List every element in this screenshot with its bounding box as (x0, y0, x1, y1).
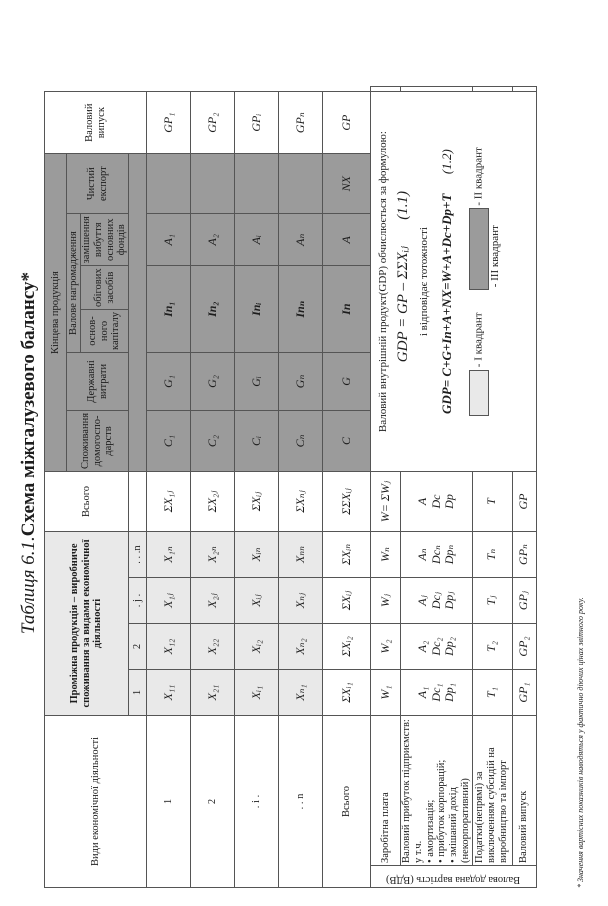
row-label: . . n (279, 716, 323, 888)
balance-table (44, 86, 537, 888)
cell: X₁₁ (147, 670, 191, 716)
cell: C (323, 410, 371, 471)
formula-1-text: GDP = GP – ΣΣXᵢⱼ (395, 245, 412, 363)
cell-dc: Dc (428, 494, 443, 509)
cell: Xᵢ₁ (235, 670, 279, 716)
formula-2-number: (1.2) (439, 149, 455, 175)
cell: Xₙ₁ (279, 670, 323, 716)
header-household: Споживання домогоспо-дарств (67, 410, 129, 471)
cell: GP (323, 92, 371, 154)
cell: ΣX₂ⱼ (191, 472, 235, 532)
cell-a: A₁ (415, 686, 430, 699)
cell-dp: Dp (441, 494, 456, 509)
table-number: Таблиця 6.1. (18, 536, 39, 635)
cell: Tⱼ (472, 578, 512, 624)
cell: C₂ (191, 410, 235, 471)
cell: ΣXᵢₙ (323, 532, 371, 578)
cell: T (472, 472, 512, 532)
cell: Cᵢ (235, 410, 279, 471)
profit-label: Валовий прибуток підприємств: у т.ч. (401, 719, 424, 863)
cell: A₁ (147, 214, 191, 266)
row-label: . i . (235, 716, 279, 888)
cell: ΣXᵢ₁ (323, 670, 371, 716)
table-row (147, 87, 191, 888)
cell: W₁ (371, 670, 401, 716)
cell-dp: Dp₂ (441, 637, 456, 656)
cell: ΣXᵢⱼ (323, 578, 371, 624)
row-label: 1 (147, 716, 191, 888)
header-activities: Види економічної діяльності (45, 716, 147, 888)
cell: Tₙ (472, 532, 512, 578)
gross-label: Валовий випуск (512, 716, 536, 866)
cell: Aᵢ (235, 214, 279, 266)
cell-dp: Dpⱼ (441, 591, 456, 610)
cell: Xᵢ₂ (235, 624, 279, 670)
cell: G₁ (147, 352, 191, 410)
header-col-1: 1 (129, 670, 147, 716)
cell-dc: Dcⱼ (428, 591, 443, 610)
profit-item: • змішаний дохід (некорпоративний) (448, 778, 471, 863)
header-fixed-capital: основ-ного капіталу (81, 310, 129, 353)
profit-cell (401, 716, 473, 866)
footnote: * Значення вартісних показників наводяться у фактично діючих цінах звітного року. (576, 597, 585, 888)
cell: Inᵢ (235, 266, 279, 353)
cell: Xₙⱼ (279, 578, 323, 624)
total-row (323, 87, 371, 888)
cell: GP₂ (512, 624, 536, 670)
cell: Wₙ (371, 532, 401, 578)
cell: Xᵢⱼ (235, 578, 279, 624)
formula-2-text: GDP= C+G+In+A+NX=W+A+Dc+Dp+T (439, 193, 455, 414)
cell: ΣXᵢ₂ (323, 624, 371, 670)
header-col-2: 2 (129, 624, 147, 670)
cell (401, 472, 473, 532)
cell: In₁ (147, 266, 191, 353)
cell: W₂ (371, 624, 401, 670)
cell (401, 578, 473, 624)
legend-q3: - III квадрант (488, 225, 501, 288)
cell (401, 532, 473, 578)
cell: X₂₂ (191, 624, 235, 670)
cell: ΣX₁ⱼ (147, 472, 191, 532)
cell: Gᵢ (235, 352, 279, 410)
cell: G₂ (191, 352, 235, 410)
va-side-text: Валова додана вартість (ВДВ) (386, 874, 521, 885)
cell: A (323, 214, 371, 266)
profit-item-text: амортизація; (424, 799, 436, 857)
cell-a: Aⱼ (415, 595, 430, 606)
cell: A₂ (191, 214, 235, 266)
wages-label: Заробітна плата (371, 716, 401, 866)
row-label: Всього (323, 716, 371, 888)
cell: GP₁ (147, 92, 191, 154)
cell-a: A₂ (415, 640, 430, 653)
cell: X₂ⱼ (191, 578, 235, 624)
cell: T₁ (472, 670, 512, 716)
cell: Xₙₙ (279, 532, 323, 578)
table-title (18, 18, 40, 888)
cell: Wⱼ (371, 578, 401, 624)
header-accumulation: Валове нагромадження (67, 214, 81, 353)
formula-identity: і відповідає тотожності (418, 227, 431, 337)
formula-2 (440, 100, 455, 463)
header-total: Всього (45, 472, 129, 532)
cell: Aₙ (279, 214, 323, 266)
cell: X₁ⱼ (147, 578, 191, 624)
table-row (279, 87, 323, 888)
table-row (235, 87, 279, 888)
tax-label: Податки(непрямі) за виключенням субсидій на виробництво та імпорт (472, 716, 512, 866)
profit-item-text: прибуток корпорацій; (436, 759, 448, 857)
formula-box (371, 92, 537, 472)
cell: In₂ (191, 266, 235, 353)
cell: Gₙ (279, 352, 323, 410)
cell: Xₙ₂ (279, 624, 323, 670)
cell: GPᵢ (235, 92, 279, 154)
cell: GPₙ (279, 92, 323, 154)
table-caption: Схема міжгалузевого балансу* (18, 271, 39, 537)
formula-intro: Валовий внутрішній продукт(GDP) обчислюється за формулою: (377, 131, 389, 433)
cell: GP₂ (191, 92, 235, 154)
row-label: 2 (191, 716, 235, 888)
cell: X₂ₙ (191, 532, 235, 578)
legend-swatch-q2 (469, 208, 489, 290)
profit-item-text: змішаний дохід (некорпоративний) (448, 778, 471, 863)
cell: ΣXᵢⱼ (235, 472, 279, 532)
rotated-table-page (16, 18, 599, 888)
header-col-n: . . .n (129, 532, 147, 578)
cell-dc: Dc₁ (428, 683, 443, 702)
va-side-label (371, 866, 537, 888)
formula-1-number: (1.1) (395, 190, 412, 220)
cell (401, 670, 473, 716)
cell: GPₙ (512, 532, 536, 578)
cell-dc: Dcₙ (428, 545, 443, 564)
page (16, 18, 599, 888)
legend-swatch-q1 (469, 370, 489, 416)
cell: C₁ (147, 410, 191, 471)
cell: GP (512, 472, 536, 532)
header-intermediate: Проміжна продукція – виробниче споживання за видами економічної діяльності (45, 532, 129, 716)
cell: W= ΣWⱼ (371, 472, 401, 532)
header-replacement: замішення вибуття основних фондів (81, 214, 129, 266)
cell: GPⱼ (512, 578, 536, 624)
cell: ΣXₙⱼ (279, 472, 323, 532)
formula-1 (395, 100, 412, 453)
cell: ΣΣXᵢⱼ (323, 472, 371, 532)
cell: X₁ₙ (147, 532, 191, 578)
cell (401, 624, 473, 670)
cell-dp: Dpₙ (441, 544, 456, 565)
header-gross-output: Валовий випуск (45, 92, 147, 154)
cell: NX (323, 154, 371, 214)
cell-a: Aₙ (415, 548, 430, 561)
legend-q1: - I квадрант (472, 312, 485, 368)
profit-item: • амортизація; (424, 799, 436, 863)
cell-dc: Dc₂ (428, 637, 443, 656)
cell: Cₙ (279, 410, 323, 471)
table-row (191, 87, 235, 888)
header-gov: Державні витрати (67, 352, 129, 410)
cell: X₁₂ (147, 624, 191, 670)
cell: GP₁ (512, 670, 536, 716)
cell: T₂ (472, 624, 512, 670)
header-final: Кінцева продукція (45, 154, 67, 472)
cell-a: A (415, 497, 430, 506)
cell: G (323, 352, 371, 410)
header-col-j: . j . (129, 578, 147, 624)
cell: X₂₁ (191, 670, 235, 716)
legend (469, 100, 501, 463)
profit-item: • прибуток корпорацій; (436, 759, 448, 863)
legend-q2: - II квадрант (472, 147, 485, 206)
cell: Inₙ (279, 266, 323, 353)
cell: In (323, 266, 371, 353)
cell-dp: Dp₁ (441, 683, 456, 702)
header-net-export: Чистий експорт (67, 154, 129, 214)
cell: Xᵢₙ (235, 532, 279, 578)
header-working-capital: обігових засобів (81, 266, 129, 310)
